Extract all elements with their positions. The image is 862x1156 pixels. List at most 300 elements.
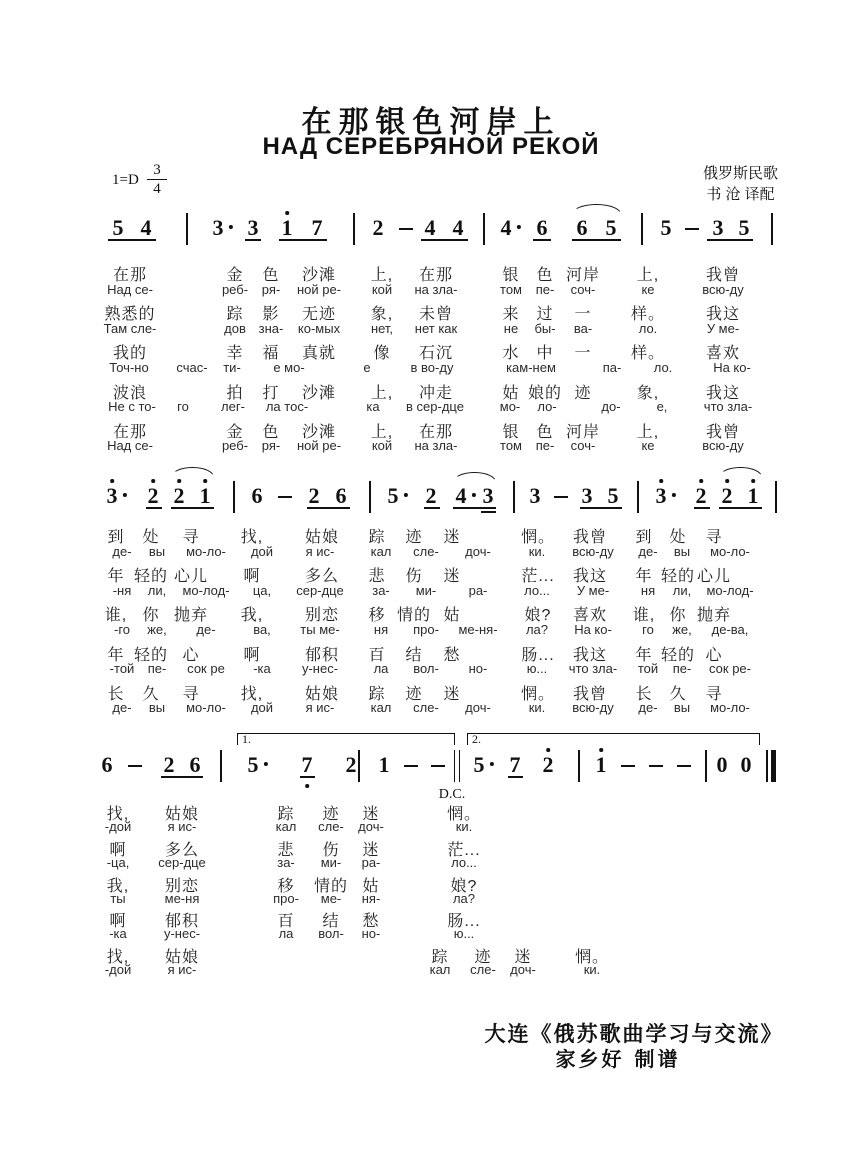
lyric-syllable-cn: 肠... [521,647,555,664]
lyric-syllable-cn: 伤 [405,568,423,585]
lyric-syllable-ru: ко-мых [297,321,341,336]
note-digit: 6 [335,483,347,508]
lyric-syllable-cn: 波浪 [112,385,148,402]
lyric-syllable-ru: ме-ня [164,891,200,906]
duration-dot [517,225,521,229]
lyric-syllable-cn: 别恋 [304,607,340,624]
lyric-syllable-cn: 惘。 [520,686,556,703]
lyric-syllable-cn: 处 [142,529,160,546]
lyric-syllable-ru: ке [641,282,655,297]
barline [220,750,222,782]
double-barline [454,750,456,782]
lyric-syllable-ru: кал [370,544,392,559]
lyric-syllable-ru: ла тос- [265,399,309,414]
barline [513,481,515,513]
song-title-chinese: 在那银色河岸上 [301,105,561,140]
lyric-syllable-ru: сле- [470,962,496,977]
lyric-syllable-cn: 来 [502,306,520,323]
lyric-syllable-cn: 情的 [396,607,432,624]
lyric-syllable-ru: Там сле- [103,321,157,336]
lyric-syllable-ru: ки. [528,700,546,715]
lyric-syllable-ru: сок ре [187,661,225,676]
lyric-syllable-cn: 色 [262,267,280,284]
lyric-syllable-cn: 沙滩 [301,424,337,441]
lyric-syllable-ru: ки. [583,962,601,977]
lyric-syllable-ru: -ка [253,661,271,676]
lyric-syllable-ru: ло- [537,399,557,414]
lyric-syllable-cn: 喜欢 [705,345,741,362]
barline [369,481,371,513]
lyric-syllable-cn: 啊 [243,568,261,585]
lyric-syllable-ru: я ис- [167,962,197,977]
lyric-syllable-cn: 金 [226,267,244,284]
octave-dot-above [110,479,114,483]
lyric-syllable-cn: 别恋 [164,878,200,895]
lyric-syllable-ru: доч- [465,544,491,559]
lyric-syllable-cn: 我这 [572,568,608,585]
lyric-syllable-ru: ня [640,583,656,598]
lyric-syllable-cn: 姑娘 [304,529,340,546]
lyric-syllable-cn: 抛弃 [173,607,209,624]
lyric-syllable-cn: 结 [405,647,423,664]
lyric-syllable-ru: в во-ду [410,360,454,375]
lyric-syllable-cn: 我曾 [572,686,608,703]
lyric-syllable-cn: 样。 [630,306,666,323]
lyric-syllable-ru: бы- [534,321,556,336]
lyric-syllable-cn: 影 [262,306,280,323]
lyric-syllable-ru: ло. [638,321,658,336]
lyric-syllable-cn: 年 [635,568,653,585]
lyric-syllable-cn: 寻 [182,529,200,546]
lyric-syllable-cn: 愁 [362,913,380,930]
sixteenth-beam [481,511,496,513]
lyric-syllable-cn: 心 [705,647,723,664]
time-signature-numerator: 3 [147,161,167,180]
footer-transcriber: 家乡好 制谱 [555,1047,681,1071]
lyric-syllable-ru: вы [673,544,691,559]
lyric-syllable-cn: 啊 [109,913,127,930]
note-digit: 5 [247,752,259,777]
lyric-syllable-cn: 迹 [405,529,423,546]
lyric-syllable-cn: 轻的 [133,647,169,664]
lyric-syllable-ru: де- [112,700,132,715]
note-digit: 5 [738,215,750,240]
lyric-syllable-ru: пе- [147,661,167,676]
lyric-syllable-cn: 在那 [418,424,454,441]
lyric-syllable-ru: ря- [261,438,281,453]
lyric-syllable-cn: 娘? [450,878,478,895]
lyric-syllable-ru: ца, [252,583,272,598]
lyric-syllable-ru: ра- [468,583,488,598]
note-digit: 5 [605,215,617,240]
lyric-syllable-ru: кал [429,962,451,977]
lyric-syllable-ru: ва- [573,321,593,336]
lyric-syllable-ru: лег- [221,399,245,414]
lyric-syllable-ru: -дой [104,962,132,977]
lyric-syllable-cn: 百 [277,913,295,930]
lyric-syllable-ru: На ко- [713,360,751,375]
note-digit: 3 [482,483,494,508]
lyric-syllable-ru: не [503,321,519,336]
credits [703,163,778,205]
barline [483,213,485,245]
lyric-syllable-ru: -го [113,622,131,637]
note-digit: 6 [576,215,588,240]
lyric-syllable-ru: у-нес- [163,926,201,941]
lyric-syllable-cn: 我这 [705,385,741,402]
duration-dot [672,493,676,497]
lyric-syllable-cn: 结 [322,913,340,930]
lyric-syllable-ru: де-ва, [711,622,749,637]
duration-dash [278,496,292,499]
lyric-syllable-ru: ми- [415,583,437,598]
lyric-syllable-ru: го [642,622,654,637]
lyric-syllable-cn: 上, [370,385,394,402]
lyric-syllable-cn: 迷 [443,686,461,703]
lyric-syllable-cn: 沙滩 [301,385,337,402]
lyric-syllable-ru: де- [196,622,216,637]
lyric-syllable-cn: 姑 [502,385,520,402]
duration-dash [404,765,418,768]
volta-bracket [237,733,455,745]
lyric-syllable-ru: ря- [261,282,281,297]
lyric-syllable-cn: 真就 [301,345,337,362]
lyric-syllable-cn: 找, [106,806,130,823]
note-digit: 3 [581,483,593,508]
lyric-syllable-ru: кал [275,819,297,834]
lyric-syllable-ru: что зла- [703,399,753,414]
note-digit: 2 [372,215,384,240]
lyric-syllable-cn: 迹 [574,385,592,402]
lyric-syllable-cn: 心儿 [696,568,732,585]
lyric-syllable-ru: ной ре- [296,438,342,453]
footer-publisher: 大连《俄苏歌曲学习与交流》 [484,1021,784,1046]
lyric-syllable-cn: 找, [240,529,264,546]
lyric-syllable-cn: 惘。 [520,529,556,546]
lyric-syllable-ru: ке [641,438,655,453]
lyric-syllable-ru: ли, [672,583,692,598]
note-digit: 7 [509,752,521,777]
octave-dot-above [659,479,663,483]
octave-dot-below [305,784,309,788]
double-barline [459,750,461,782]
lyric-syllable-ru: го [177,399,189,414]
lyric-syllable-cn: 上, [636,424,660,441]
lyric-syllable-cn: 处 [669,529,687,546]
lyric-syllable-ru: мо- [499,399,521,414]
lyric-syllable-cn: 多么 [304,568,340,585]
lyric-syllable-ru: всю-ду [702,282,744,297]
lyric-syllable-cn: 姑 [362,878,380,895]
note-digit: 3 [655,483,667,508]
lyric-syllable-ru: ты [110,891,126,906]
lyric-syllable-ru: де- [638,544,658,559]
lyric-syllable-cn: 久 [669,686,687,703]
note-digit: 1 [595,752,607,777]
lyric-syllable-cn: 色 [536,424,554,441]
lyric-syllable-ru: всю-ду [702,438,744,453]
lyric-syllable-cn: 幸 [226,345,244,362]
lyric-syllable-cn: 银 [502,267,520,284]
lyric-syllable-ru: сле- [413,700,439,715]
duration-dash [554,496,568,499]
lyric-syllable-cn: 迹 [405,686,423,703]
lyric-syllable-cn: 找, [240,686,264,703]
lyric-syllable-cn: 百 [368,647,386,664]
duration-dash [649,765,663,768]
note-digit: 3 [212,215,224,240]
barline [637,481,639,513]
lyric-syllable-ru: сле- [318,819,344,834]
note-digit: 3 [712,215,724,240]
lyric-syllable-cn: 长 [107,686,125,703]
lyric-syllable-ru: пе- [672,661,692,676]
lyric-syllable-cn: 我, [240,607,264,624]
lyric-syllable-ru: кой [371,282,393,297]
lyric-syllable-ru: Точ-но [109,360,149,375]
note-digit: 1 [199,483,211,508]
duration-dash [621,765,635,768]
lyric-syllable-cn: 伤 [322,842,340,859]
lyric-syllable-ru: дой [250,544,274,559]
lyric-syllable-cn: 悲 [368,568,386,585]
lyric-syllable-ru: реб- [221,438,249,453]
song-title-russian: НАД СЕРЕБРЯНОЙ РЕКОЙ [262,133,600,160]
volta-label: 2. [472,732,481,746]
lyric-syllable-cn: 一 [574,345,592,362]
lyric-syllable-cn: 你 [669,607,687,624]
lyric-syllable-ru: Не с то- [108,399,156,414]
lyric-syllable-ru: сле- [413,544,439,559]
barline [775,481,777,513]
lyric-syllable-ru: вы [673,700,691,715]
lyric-syllable-ru: У ме- [576,583,610,598]
lyric-syllable-cn: 福 [262,345,280,362]
lyric-syllable-ru: кой [371,438,393,453]
lyric-syllable-cn: 啊 [243,647,261,664]
lyric-syllable-cn: 在那 [112,424,148,441]
final-barline [771,750,776,782]
note-digit: 5 [112,215,124,240]
lyric-syllable-ru: но- [468,661,488,676]
lyric-syllable-ru: мо-ло- [186,544,226,559]
lyric-syllable-ru: кам-нем [506,360,556,375]
lyric-syllable-ru: ла? [525,622,549,637]
lyric-syllable-ru: ва, [253,622,271,637]
lyric-syllable-cn: 久 [142,686,160,703]
lyric-syllable-cn: 娘? [524,607,552,624]
lyric-syllable-cn: 样。 [630,345,666,362]
lyric-syllable-ru: соч- [570,282,596,297]
lyric-syllable-cn: 过 [536,306,554,323]
octave-dot-above [546,748,550,752]
lyric-syllable-cn: 踪 [226,306,244,323]
lyric-syllable-cn: 多么 [164,842,200,859]
lyric-syllable-cn: 中 [536,345,554,362]
lyric-syllable-ru: до- [601,399,621,414]
lyric-syllable-ru: вол- [413,661,439,676]
lyric-syllable-ru: пе- [535,282,555,297]
note-digit: 2 [425,483,437,508]
duration-dash [399,228,413,231]
lyric-syllable-cn: 我曾 [705,424,741,441]
note-digit: 0 [716,752,728,777]
lyric-syllable-cn: 在那 [418,267,454,284]
lyric-syllable-ru: доч- [358,819,384,834]
lyric-syllable-ru: сок ре- [709,661,751,676]
lyric-syllable-cn: 情的 [313,878,349,895]
lyric-syllable-ru: Над се- [107,282,153,297]
note-digit: 2 [721,483,733,508]
lyric-syllable-cn: 金 [226,424,244,441]
lyric-syllable-cn: 上, [370,267,394,284]
note-digit: 7 [311,215,323,240]
lyric-syllable-ru: ра- [361,855,381,870]
barline [233,481,235,513]
note-digit: 3 [247,215,259,240]
lyric-syllable-ru: нет, [370,321,394,336]
lyric-syllable-ru: ня [373,622,389,637]
lyric-syllable-ru: -ня [112,583,132,598]
lyric-syllable-cn: 姑娘 [304,686,340,703]
lyric-syllable-ru: ме-ня- [458,622,498,637]
lyric-syllable-cn: 迹 [474,949,492,966]
lyric-syllable-cn: 象, [636,385,660,402]
lyric-syllable-ru: -ка [109,926,127,941]
note-digit: 3 [529,483,541,508]
note-digit: 5 [607,483,619,508]
slur-arc [572,204,621,214]
lyric-syllable-cn: 银 [502,424,520,441]
lyric-syllable-cn: 冲走 [418,385,454,402]
barline [771,213,773,245]
key-signature: 1=D [112,172,139,188]
lyric-syllable-cn: 迷 [514,949,532,966]
lyric-syllable-cn: 姑娘 [164,949,200,966]
lyric-syllable-cn: 色 [262,424,280,441]
octave-dot-above [751,479,755,483]
lyric-syllable-ru: мо-ло- [186,700,226,715]
slur-arc [719,467,762,477]
lyric-syllable-ru: ла [278,926,294,941]
note-digit: 2 [542,752,554,777]
duration-dash [677,765,691,768]
lyric-syllable-ru: е, [656,399,668,414]
barline [186,213,188,245]
lyric-syllable-cn: 我曾 [705,267,741,284]
lyric-syllable-cn: 惘。 [574,949,610,966]
lyric-syllable-cn: 茫... [521,568,555,585]
lyric-syllable-ru: Над се- [107,438,153,453]
lyric-syllable-cn: 迷 [443,529,461,546]
lyric-syllable-cn: 移 [368,607,386,624]
lyric-syllable-cn: 惘。 [446,806,482,823]
lyric-syllable-cn: 姑 [443,607,461,624]
note-digit: 4 [500,215,512,240]
lyric-syllable-ru: зна- [258,321,284,336]
lyric-syllable-ru: ной ре- [296,282,342,297]
lyric-syllable-ru: на зла- [414,438,458,453]
note-digit: 4 [455,483,467,508]
lyric-syllable-ru: ки. [528,544,546,559]
time-signature [147,161,167,198]
note-digit: 2 [147,483,159,508]
lyric-syllable-cn: 到 [635,529,653,546]
note-digit: 2 [163,752,175,777]
lyric-syllable-ru: про- [273,891,299,906]
lyric-syllable-ru: же, [672,622,692,637]
lyric-syllable-cn: 长 [635,686,653,703]
lyric-syllable-cn: 迷 [443,568,461,585]
slur-arc [171,467,214,477]
song-source: 俄罗斯民歌 [702,165,778,182]
note-digit: 2 [695,483,707,508]
lyric-syllable-ru: де- [112,544,132,559]
lyric-syllable-ru: за- [372,583,390,598]
volta-label: 1. [242,732,251,746]
lyric-syllable-ru: мо-ло- [710,700,750,715]
barline [358,750,360,782]
lyric-syllable-ru: ло... [451,855,477,870]
note-digit: 3 [106,483,118,508]
lyric-syllable-cn: 踪 [277,806,295,823]
octave-dot-above [725,479,729,483]
barline [578,750,580,782]
note-digit: 6 [536,215,548,240]
lyric-syllable-ru: -ца, [106,855,130,870]
barline [641,213,643,245]
duration-dash [431,765,445,768]
lyric-syllable-cn: 一 [574,306,592,323]
lyric-syllable-cn: 水 [502,345,520,362]
octave-dot-above [203,479,207,483]
lyric-syllable-ru: сер-дце [158,855,206,870]
lyric-syllable-ru: ю... [453,926,475,941]
octave-dot-above [151,479,155,483]
lyric-syllable-ru: На ко- [574,622,612,637]
lyric-syllable-ru: но- [361,926,381,941]
lyric-syllable-cn: 抛弃 [696,607,732,624]
lyric-syllable-ru: про- [413,622,439,637]
note-digit: 4 [452,215,464,240]
lyric-syllable-cn: 寻 [182,686,200,703]
note-digit: 2 [345,752,357,777]
lyric-syllable-cn: 年 [635,647,653,664]
lyric-syllable-cn: 愁 [443,647,461,664]
octave-dot-above [177,479,181,483]
lyric-syllable-cn: 谁, [632,607,656,624]
lyric-syllable-cn: 到 [107,529,125,546]
lyric-syllable-ru: мо-ло- [710,544,750,559]
lyric-syllable-ru: дой [250,700,274,715]
note-digit: 2 [173,483,185,508]
lyric-syllable-cn: 踪 [368,686,386,703]
volta-bracket [467,733,760,745]
lyric-syllable-ru: соч- [570,438,596,453]
note-digit: 1 [281,215,293,240]
lyric-syllable-cn: 迷 [362,842,380,859]
lyric-syllable-cn: 上, [636,267,660,284]
lyric-syllable-cn: 找, [106,949,130,966]
lyric-syllable-ru: счас- [176,360,208,375]
lyric-syllable-cn: 我这 [572,647,608,664]
lyric-syllable-ru: я ис- [305,544,335,559]
lyric-syllable-ru: -дой [104,819,132,834]
lyric-syllable-cn: 茫... [447,842,481,859]
lyric-syllable-cn: 我曾 [572,529,608,546]
lyric-syllable-ru: па- [602,360,622,375]
lyric-syllable-ru: ме- [320,891,342,906]
